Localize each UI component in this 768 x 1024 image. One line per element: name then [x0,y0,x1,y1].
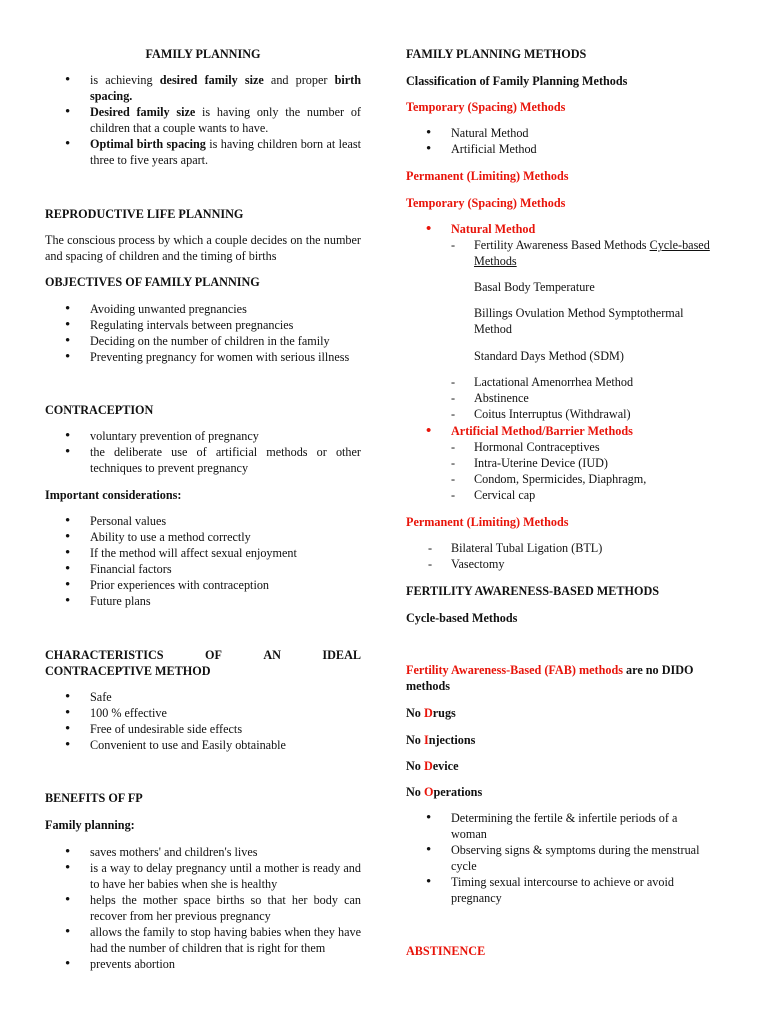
temporary-list [406,125,724,157]
dido-device: No Device [406,759,459,773]
list-item: • Determining the fertile & infertile periods of a woman [406,810,714,842]
list-item: • Free of undesirable side effects [45,721,361,737]
natural-method-list [406,221,724,237]
list-item: • Convenient to use and Easily obtainable [45,737,361,753]
list-item: • is a way to delay pregnancy until a mother is ready and to have her babies when she is healthy [45,860,361,892]
list-item: • Safe [45,689,361,705]
rlp-heading: REPRODUCTIVE LIFE PLANNING [45,207,244,221]
bbt-text: Basal Body Temperature [474,280,595,294]
ideal-heading-line2: CONTRACEPTIVE METHOD [45,664,211,678]
list-item: • 100 % effective [45,705,361,721]
classification-heading: Classification of Family Planning Methods [406,74,628,88]
list-item: • Regulating intervals between pregnancies [45,317,361,333]
contraception-list [45,428,361,476]
benefits-heading: BENEFITS OF FP [45,791,143,805]
list-item: • Artificial Method [406,141,724,157]
list-item: • is achieving desired family size and proper birth spacing. [45,72,361,104]
list-item: • Prior experiences with contraception [45,577,361,593]
list-item: • Ability to use a method correctly [45,529,361,545]
list-item: • the deliberate use of artificial methods or other techniques to prevent pregnancy [45,444,361,476]
list-item: • If the method will affect sexual enjoyment [45,545,361,561]
list-item: - Intra-Uterine Device (IUD) [451,455,724,471]
list-item: - Hormonal Contraceptives [451,439,724,455]
fab-heading: FERTILITY AWARENESS-BASED METHODS [406,584,660,598]
ideal-heading-word: IDEAL [322,648,361,662]
list-item: - Bilateral Tubal Ligation (BTL) [428,540,724,556]
artificial-method-list [406,423,724,439]
list-item: • helps the mother space births so that her body can recover from her previous pregnancy [45,892,361,924]
list-item: - Coitus Interruptus (Withdrawal) [451,406,724,422]
fab-activities-list [406,810,714,906]
billings-text: Billings Ovulation Method Symptothermal Method [474,306,684,336]
list-item: - Abstinence [451,390,724,406]
natural-method-label: • Natural Method [406,221,724,237]
sdm-text: Standard Days Method (SDM) [474,349,624,363]
list-item: • saves mothers' and children's lives [45,844,361,860]
list-item: • Preventing pregnancy for women with serious illness [45,349,361,365]
cycle-based-methods-text: Cycle-based Methods [474,238,710,268]
objectives-list [45,301,361,365]
family-planning-list [45,72,361,168]
list-item: • voluntary prevention of pregnancy [45,428,361,444]
list-item: • Timing sexual intercourse to achieve or avoid pregnancy [406,874,714,906]
list-item: - Cervical cap [451,487,724,503]
dido-injections: No Injections [406,733,476,747]
list-item: • Natural Method [406,125,724,141]
list-item: • Avoiding unwanted pregnancies [45,301,361,317]
list-item: • Personal values [45,513,361,529]
temporary-heading: Temporary (Spacing) Methods [406,100,566,114]
dido-operations: No Operations [406,785,483,799]
list-item: - Condom, Spermicides, Diaphragm, [451,471,724,487]
list-item: • Financial factors [45,561,361,577]
permanent-heading: Permanent (Limiting) Methods [406,169,569,183]
ideal-heading [45,647,361,679]
ideal-heading-line1 [45,647,361,663]
list-item: - Vasectomy [428,556,724,572]
fab-dido-text: Fertility Awareness-Based (FAB) methods are no DIDO methods [406,663,694,693]
family-planning-heading: FAMILY PLANNING [145,47,261,61]
list-item: • Optimal birth spacing is having children born at least three to five years apart. [45,136,361,168]
benefits-list [45,844,361,972]
considerations-list [45,513,361,609]
benefits-subheading: Family planning: [45,818,135,832]
objectives-heading: OBJECTIVES OF FAMILY PLANNING [45,275,260,289]
list-item: - Fertility Awareness Based Methods Cycle-based Methods [451,237,724,269]
methods-heading: FAMILY PLANNING METHODS [406,47,587,61]
considerations-heading: Important considerations: [45,488,182,502]
rlp-text: The conscious process by which a couple decides on the number and spacing of children and the timing of births [45,233,361,263]
ideal-list [45,689,361,753]
temporary-heading-2: Temporary (Spacing) Methods [406,196,566,210]
permanent-list [428,540,724,572]
list-item: • prevents abortion [45,956,361,972]
abstinence-heading: ABSTINENCE [406,944,486,958]
cycle-based-heading: Cycle-based Methods [406,611,518,625]
list-item: • allows the family to stop having babies when they have had the number of children that is right for them [45,924,361,956]
list-item: - Lactational Amenorrhea Method [451,374,724,390]
ideal-heading-word: OF [204,648,222,662]
fab-dash-list [451,237,724,269]
ideal-heading-word: AN [263,648,281,662]
list-item: • Deciding on the number of children in the family [45,333,361,349]
contraception-heading: CONTRACEPTION [45,403,154,417]
list-item: • Observing signs & symptoms during the menstrual cycle [406,842,714,874]
artificial-dash-list [451,439,724,503]
list-item: • Future plans [45,593,361,609]
permanent-heading-2: Permanent (Limiting) Methods [406,515,569,529]
natural-more-list [451,374,724,422]
list-item: • Desired family size is having only the number of children that a couple wants to have. [45,104,361,136]
dido-drugs: No Drugs [406,706,456,720]
ideal-heading-word: CHARACTERISTICS [45,648,164,662]
artificial-method-label: • Artificial Method/Barrier Methods [406,423,724,439]
